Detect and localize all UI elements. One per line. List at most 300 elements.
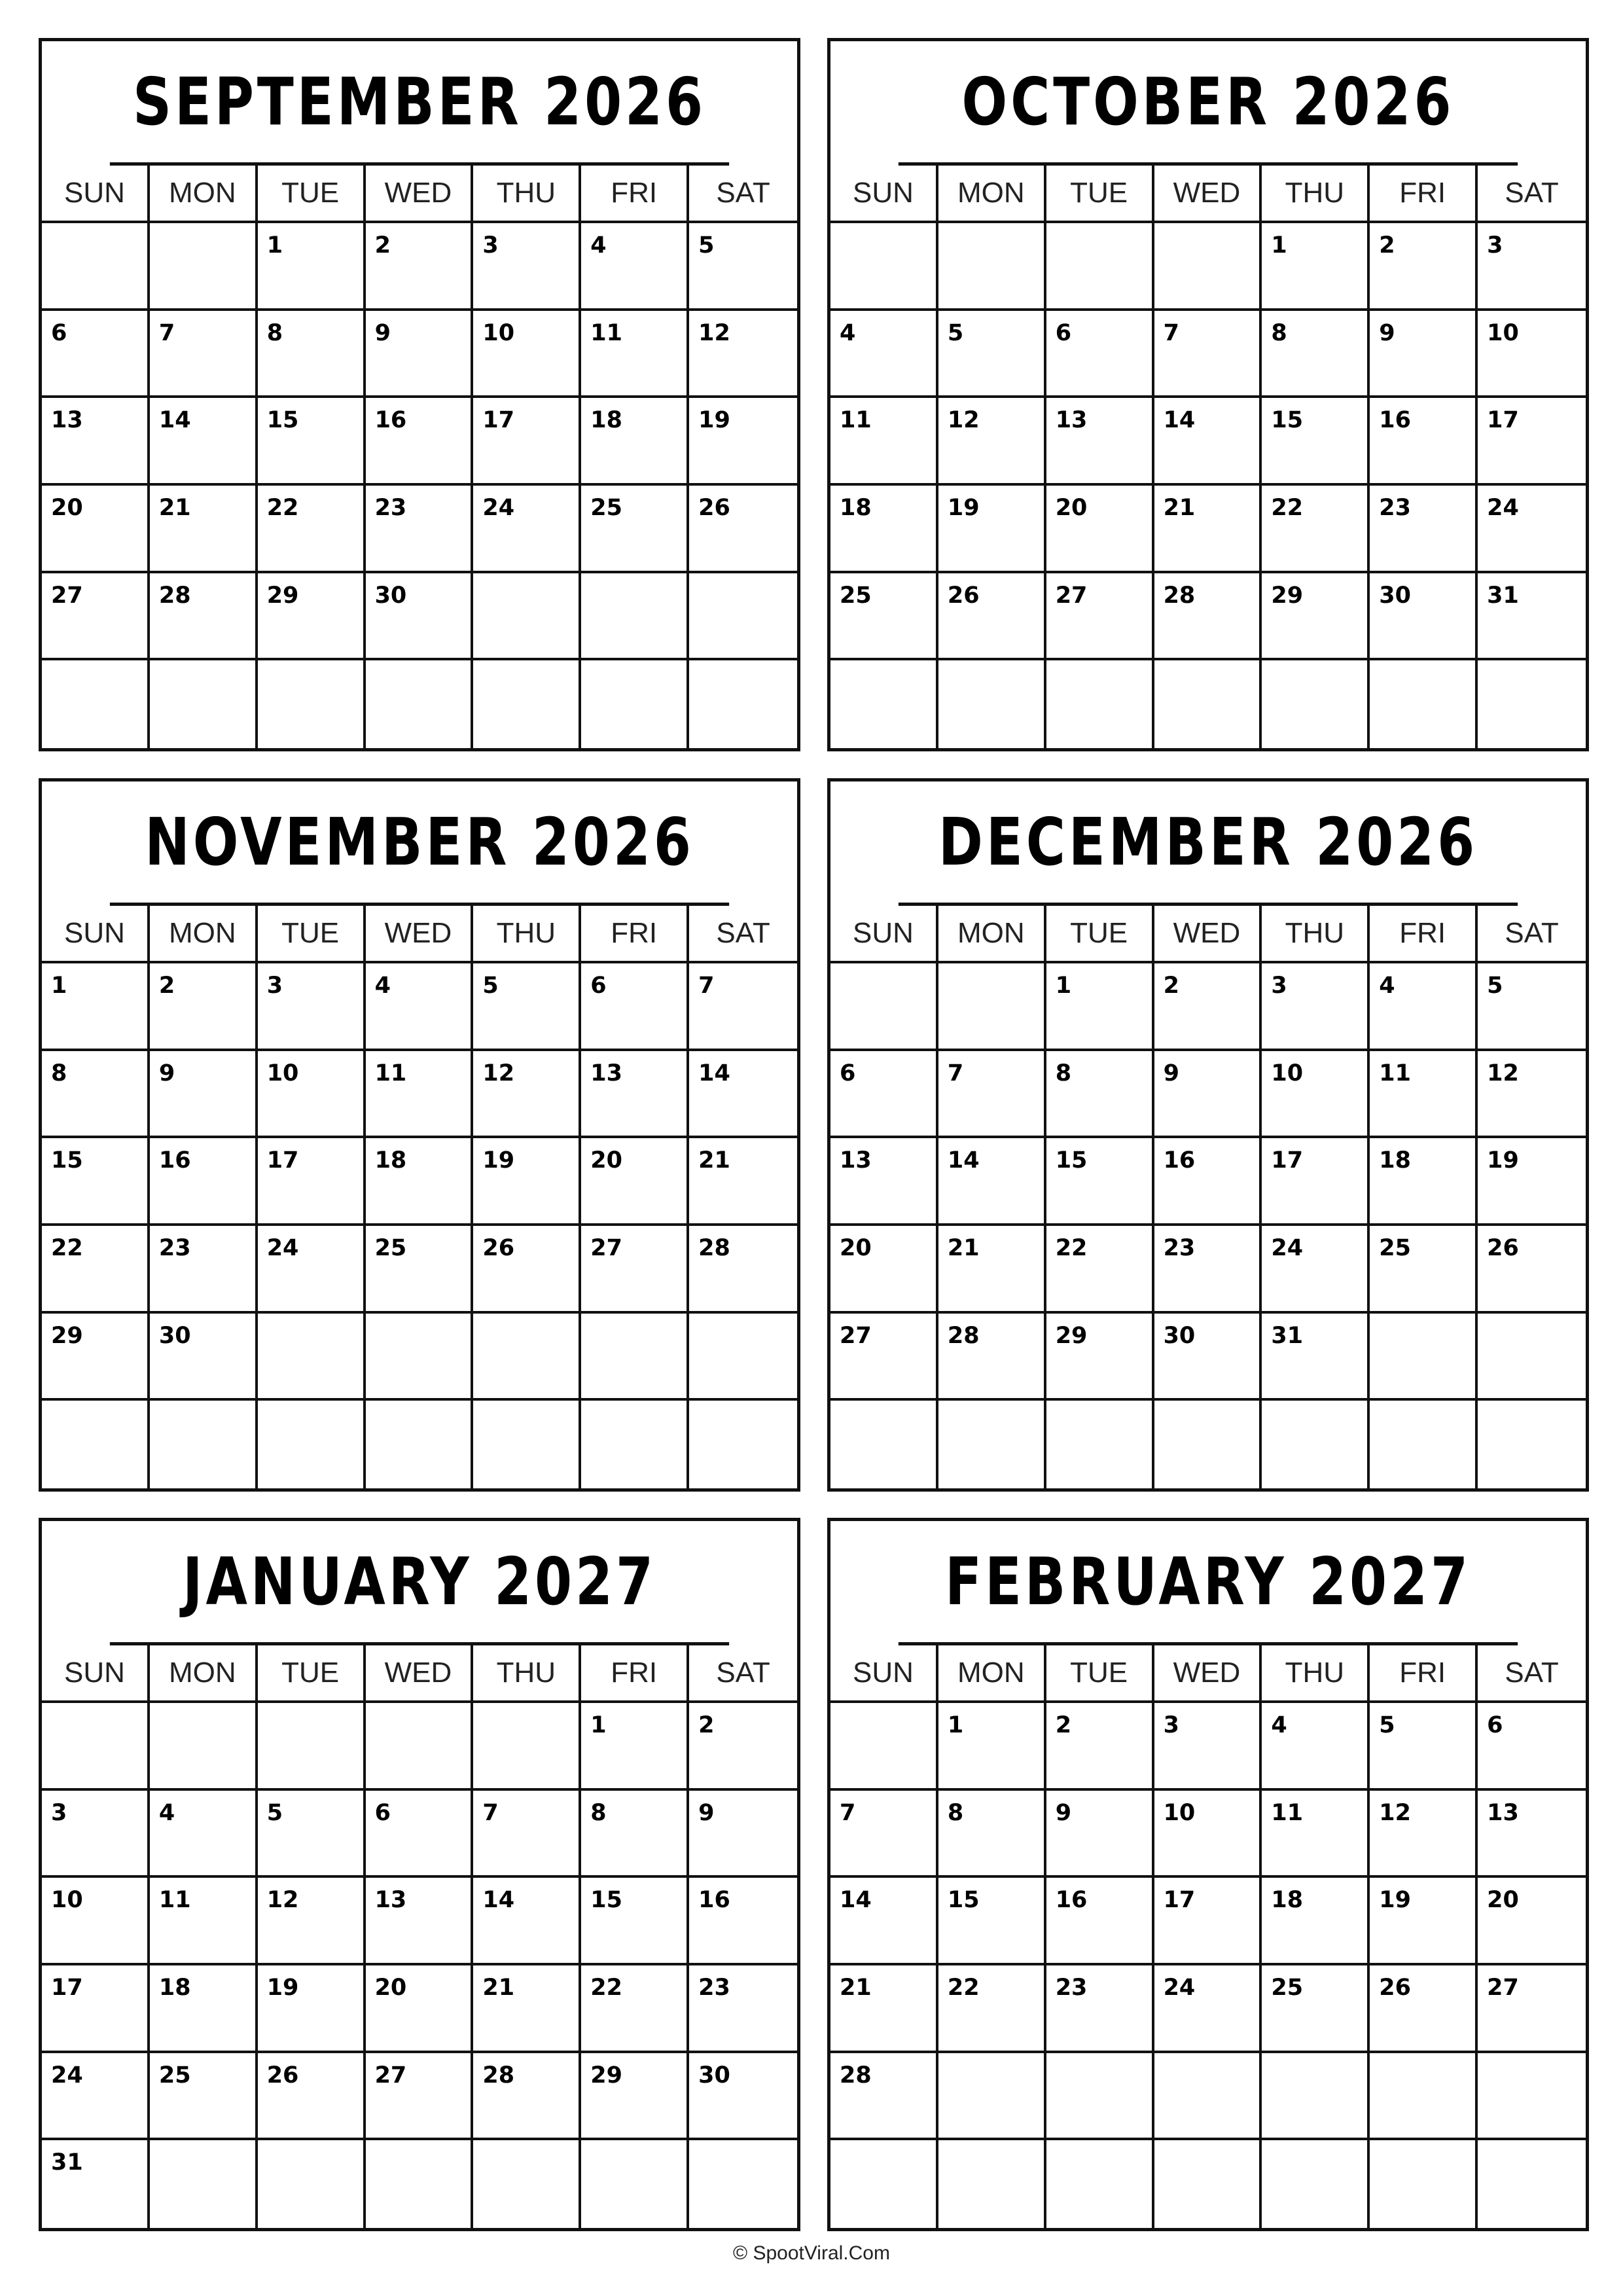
day-number: 13 <box>840 1147 872 1174</box>
day-cell <box>830 1051 938 1139</box>
day-cell <box>1046 2140 1154 2228</box>
day-number: 21 <box>947 1235 980 1261</box>
day-cell <box>830 1401 938 1488</box>
day-cell <box>1478 1314 1586 1401</box>
weekday-header: SAT <box>689 166 797 223</box>
day-cell <box>473 486 581 573</box>
day-number: 2 <box>1163 973 1179 999</box>
month-title <box>110 41 729 166</box>
day-cell <box>581 398 689 486</box>
day-cell <box>1370 1965 1478 2053</box>
day-number: 31 <box>51 2149 83 2176</box>
day-cell <box>1154 660 1262 748</box>
day-cell <box>830 398 938 486</box>
weekday-header: SUN <box>830 906 938 963</box>
day-cell <box>1478 573 1586 661</box>
day-number: 17 <box>51 1975 83 2001</box>
day-number: 10 <box>1163 1799 1196 1826</box>
day-number: 27 <box>374 2062 407 2089</box>
day-cell <box>42 311 150 399</box>
day-cell <box>1046 963 1154 1051</box>
day-number: 6 <box>1055 319 1072 346</box>
day-number: 6 <box>590 973 607 999</box>
day-cell <box>938 1703 1046 1791</box>
day-number: 19 <box>947 495 980 521</box>
day-cell <box>150 1878 258 1965</box>
day-cell <box>1154 398 1262 486</box>
weekday-header: SAT <box>1478 906 1586 963</box>
day-number: 12 <box>1487 1060 1519 1086</box>
day-cell <box>581 1314 689 1401</box>
day-number: 10 <box>1487 319 1519 346</box>
day-cell <box>1154 311 1262 399</box>
day-cell <box>150 1401 258 1488</box>
day-cell <box>1478 223 1586 311</box>
day-cell <box>366 1791 474 1878</box>
day-number: 2 <box>1379 232 1395 259</box>
day-number: 3 <box>266 973 283 999</box>
day-number: 15 <box>266 407 299 434</box>
day-cell <box>1154 2053 1262 2141</box>
day-cell <box>150 1314 258 1401</box>
day-number: 25 <box>374 1235 407 1261</box>
day-cell <box>830 223 938 311</box>
day-cell <box>581 2140 689 2228</box>
day-cell <box>1370 398 1478 486</box>
day-cell <box>1478 1791 1586 1878</box>
day-cell <box>1046 1401 1154 1488</box>
day-cell <box>938 660 1046 748</box>
day-cell <box>1154 1791 1262 1878</box>
day-cell <box>150 1965 258 2053</box>
day-number: 28 <box>1163 582 1196 609</box>
day-number: 24 <box>1271 1235 1304 1261</box>
day-cell <box>366 223 474 311</box>
day-cell <box>830 1878 938 1965</box>
day-cell <box>830 2140 938 2228</box>
day-number: 8 <box>590 1799 607 1826</box>
day-number: 28 <box>482 2062 515 2089</box>
day-cell <box>42 2053 150 2141</box>
day-cell <box>689 486 797 573</box>
weekday-header: TUE <box>1046 1645 1154 1703</box>
day-cell <box>1262 223 1370 311</box>
day-number: 1 <box>590 1712 607 1738</box>
day-number: 23 <box>1055 1975 1088 2001</box>
day-cell <box>1370 1791 1478 1878</box>
day-cell <box>689 2053 797 2141</box>
day-cell <box>473 2140 581 2228</box>
day-cell <box>689 311 797 399</box>
day-number: 1 <box>266 232 283 259</box>
day-cell <box>1046 2053 1154 2141</box>
day-cell <box>150 223 258 311</box>
day-cell <box>42 398 150 486</box>
weekday-header: FRI <box>1370 906 1478 963</box>
month-title-text: JANUARY 2027 <box>183 1543 656 1620</box>
day-number: 24 <box>1163 1975 1196 2001</box>
day-number: 16 <box>1163 1147 1196 1174</box>
day-number: 5 <box>1487 973 1503 999</box>
day-number: 27 <box>840 1322 872 1349</box>
day-cell <box>1262 1878 1370 1965</box>
day-cell <box>473 963 581 1051</box>
day-cell <box>42 2140 150 2228</box>
day-cell <box>689 1138 797 1226</box>
day-number: 3 <box>51 1799 67 1826</box>
day-cell <box>830 311 938 399</box>
day-cell <box>830 1703 938 1791</box>
day-cell <box>1370 1226 1478 1314</box>
day-cell <box>938 1051 1046 1139</box>
day-number: 20 <box>1487 1887 1519 1914</box>
day-number: 16 <box>1055 1887 1088 1914</box>
day-cell <box>258 311 366 399</box>
day-number: 31 <box>1487 582 1519 609</box>
day-cell <box>581 1878 689 1965</box>
day-cell <box>1478 2140 1586 2228</box>
day-cell <box>473 311 581 399</box>
day-number: 1 <box>1055 973 1072 999</box>
day-cell <box>1262 1703 1370 1791</box>
day-number: 3 <box>1163 1712 1179 1738</box>
day-number: 18 <box>840 495 872 521</box>
day-cell <box>366 1051 474 1139</box>
day-number: 16 <box>1379 407 1411 434</box>
day-cell <box>150 660 258 748</box>
day-number: 25 <box>590 495 622 521</box>
day-cell <box>473 660 581 748</box>
day-number: 1 <box>1271 232 1287 259</box>
day-number: 12 <box>266 1887 299 1914</box>
day-cell <box>1046 398 1154 486</box>
day-cell <box>42 573 150 661</box>
day-number: 8 <box>266 319 283 346</box>
day-cell <box>42 1226 150 1314</box>
day-number: 4 <box>158 1799 175 1826</box>
day-cell <box>366 2140 474 2228</box>
day-cell <box>366 1314 474 1401</box>
day-cell <box>830 963 938 1051</box>
day-cell <box>1370 1878 1478 1965</box>
day-cell <box>1370 1703 1478 1791</box>
weekday-header: MON <box>938 906 1046 963</box>
day-cell <box>830 2053 938 2141</box>
day-number: 17 <box>1163 1887 1196 1914</box>
day-cell <box>42 1138 150 1226</box>
day-number: 4 <box>374 973 391 999</box>
day-number: 16 <box>158 1147 191 1174</box>
day-number: 7 <box>947 1060 964 1086</box>
day-cell <box>1478 1138 1586 1226</box>
weekday-header: TUE <box>258 906 366 963</box>
day-number: 22 <box>947 1975 980 2001</box>
weekday-header: WED <box>366 906 474 963</box>
day-cell <box>1046 1314 1154 1401</box>
day-number: 21 <box>1163 495 1196 521</box>
day-cell <box>938 573 1046 661</box>
day-cell <box>1370 573 1478 661</box>
day-number: 13 <box>374 1887 407 1914</box>
month-calendar <box>827 1518 1589 2231</box>
day-number: 21 <box>698 1147 730 1174</box>
day-number: 29 <box>51 1322 83 1349</box>
day-cell <box>1262 486 1370 573</box>
day-cell <box>581 963 689 1051</box>
day-cell <box>1370 2140 1478 2228</box>
weekday-header: THU <box>1262 166 1370 223</box>
day-number: 30 <box>1163 1322 1196 1349</box>
day-cell <box>938 1138 1046 1226</box>
day-cell <box>258 573 366 661</box>
month-title <box>899 781 1518 906</box>
day-cell <box>1370 1138 1478 1226</box>
day-cell <box>689 1226 797 1314</box>
day-number: 27 <box>1487 1975 1519 2001</box>
day-cell <box>938 398 1046 486</box>
day-number: 9 <box>158 1060 175 1086</box>
copyright-footer: © SpootViral.Com <box>733 2242 890 2264</box>
day-cell <box>1046 223 1154 311</box>
day-number: 18 <box>590 407 622 434</box>
day-number: 4 <box>840 319 856 346</box>
day-number: 22 <box>1271 495 1304 521</box>
day-number: 25 <box>158 2062 191 2089</box>
day-number: 16 <box>698 1887 730 1914</box>
day-cell <box>1478 1703 1586 1791</box>
day-cell <box>366 1138 474 1226</box>
day-cell <box>689 660 797 748</box>
day-number: 8 <box>1271 319 1287 346</box>
day-cell <box>689 223 797 311</box>
day-cell <box>1046 486 1154 573</box>
weekday-header: SAT <box>1478 166 1586 223</box>
day-cell <box>473 1226 581 1314</box>
day-cell <box>1262 2053 1370 2141</box>
day-cell <box>42 1051 150 1139</box>
weekday-header: MON <box>150 166 258 223</box>
month-title-text: OCTOBER 2026 <box>961 63 1455 140</box>
weekday-header: MON <box>150 906 258 963</box>
day-number: 14 <box>698 1060 730 1086</box>
month-calendar <box>39 1518 800 2231</box>
day-cell <box>689 1791 797 1878</box>
day-cell <box>366 1965 474 2053</box>
day-number: 21 <box>840 1975 872 2001</box>
day-cell <box>581 1401 689 1488</box>
day-cell <box>150 963 258 1051</box>
day-cell <box>42 1703 150 1791</box>
day-cell <box>1046 1703 1154 1791</box>
day-number: 11 <box>1271 1799 1304 1826</box>
day-cell <box>938 1314 1046 1401</box>
day-cell <box>1478 486 1586 573</box>
day-cell <box>258 1314 366 1401</box>
day-number: 3 <box>482 232 499 259</box>
day-cell <box>1478 1878 1586 1965</box>
day-cell <box>150 573 258 661</box>
day-number: 9 <box>1163 1060 1179 1086</box>
day-cell <box>258 1791 366 1878</box>
day-number: 9 <box>374 319 391 346</box>
day-cell <box>1478 398 1586 486</box>
day-cell <box>1370 2053 1478 2141</box>
day-number: 22 <box>590 1975 622 2001</box>
day-cell <box>1154 1138 1262 1226</box>
day-cell <box>1154 2140 1262 2228</box>
month-title <box>110 1521 729 1645</box>
day-number: 23 <box>698 1975 730 2001</box>
day-cell <box>1478 2053 1586 2141</box>
day-cell <box>1478 1226 1586 1314</box>
day-cell <box>366 660 474 748</box>
month-title-text: DECEMBER 2026 <box>938 804 1478 880</box>
day-cell <box>150 486 258 573</box>
day-cell <box>1262 311 1370 399</box>
day-cell <box>938 2053 1046 2141</box>
day-cell <box>473 2053 581 2141</box>
day-cell <box>366 1878 474 1965</box>
day-cell <box>150 1051 258 1139</box>
day-number: 5 <box>698 232 715 259</box>
day-number: 8 <box>1055 1060 1072 1086</box>
day-cell <box>830 486 938 573</box>
day-number: 27 <box>590 1235 622 1261</box>
day-cell <box>1370 963 1478 1051</box>
day-number: 4 <box>1379 973 1395 999</box>
day-cell <box>1262 1138 1370 1226</box>
day-cell <box>1262 1226 1370 1314</box>
day-cell <box>1154 1314 1262 1401</box>
day-cell <box>1046 660 1154 748</box>
day-number: 23 <box>1163 1235 1196 1261</box>
day-cell <box>258 963 366 1051</box>
day-number: 6 <box>51 319 67 346</box>
day-cell <box>581 1051 689 1139</box>
day-number: 14 <box>840 1887 872 1914</box>
day-number: 21 <box>158 495 191 521</box>
day-number: 30 <box>374 582 407 609</box>
day-cell <box>938 1965 1046 2053</box>
day-number: 11 <box>158 1887 191 1914</box>
day-cell <box>1154 1965 1262 2053</box>
day-number: 5 <box>482 973 499 999</box>
weekday-header: THU <box>473 1645 581 1703</box>
day-cell <box>938 2140 1046 2228</box>
day-number: 24 <box>51 2062 83 2089</box>
day-number: 14 <box>158 407 191 434</box>
day-number: 22 <box>266 495 299 521</box>
day-number: 2 <box>698 1712 715 1738</box>
day-cell <box>1046 1878 1154 1965</box>
day-cell <box>1478 1401 1586 1488</box>
weekday-header: WED <box>1154 1645 1262 1703</box>
day-cell <box>1370 486 1478 573</box>
day-number: 15 <box>947 1887 980 1914</box>
day-number: 24 <box>482 495 515 521</box>
day-number: 30 <box>698 2062 730 2089</box>
day-cell <box>42 1965 150 2053</box>
day-cell <box>1262 1314 1370 1401</box>
month-calendar <box>827 38 1589 751</box>
weekday-header: THU <box>1262 906 1370 963</box>
weekday-header: TUE <box>258 166 366 223</box>
day-cell <box>366 1226 474 1314</box>
month-title-text: SEPTEMBER 2026 <box>132 63 707 140</box>
day-number: 10 <box>266 1060 299 1086</box>
day-number: 7 <box>698 973 715 999</box>
day-number: 14 <box>947 1147 980 1174</box>
day-cell <box>830 1138 938 1226</box>
day-number: 5 <box>947 319 964 346</box>
day-number: 25 <box>1271 1975 1304 2001</box>
day-number: 7 <box>482 1799 499 1826</box>
day-number: 3 <box>1487 232 1503 259</box>
day-cell <box>938 963 1046 1051</box>
day-number: 6 <box>1487 1712 1503 1738</box>
day-cell <box>258 1051 366 1139</box>
day-cell <box>258 398 366 486</box>
day-number: 18 <box>1271 1887 1304 1914</box>
weekday-header: FRI <box>1370 166 1478 223</box>
day-cell <box>473 1138 581 1226</box>
day-number: 15 <box>1055 1147 1088 1174</box>
weekday-header: SUN <box>42 166 150 223</box>
day-cell <box>150 2140 258 2228</box>
day-number: 31 <box>1271 1322 1304 1349</box>
month-title <box>899 1521 1518 1645</box>
day-cell <box>1154 1878 1262 1965</box>
weekday-header: MON <box>150 1645 258 1703</box>
day-cell <box>689 573 797 661</box>
day-number: 19 <box>266 1975 299 2001</box>
day-cell <box>689 1965 797 2053</box>
day-number: 30 <box>1379 582 1411 609</box>
day-number: 15 <box>1271 407 1304 434</box>
day-cell <box>366 486 474 573</box>
day-cell <box>258 1401 366 1488</box>
day-number: 11 <box>590 319 622 346</box>
day-number: 11 <box>374 1060 407 1086</box>
day-cell <box>366 398 474 486</box>
day-number: 7 <box>840 1799 856 1826</box>
day-number: 2 <box>158 973 175 999</box>
day-cell <box>42 1791 150 1878</box>
day-cell <box>366 963 474 1051</box>
day-cell <box>1262 1401 1370 1488</box>
day-number: 26 <box>947 582 980 609</box>
day-cell <box>830 1791 938 1878</box>
day-cell <box>1154 573 1262 661</box>
weekday-header: TUE <box>258 1645 366 1703</box>
day-cell <box>150 311 258 399</box>
day-cell <box>258 1878 366 1965</box>
day-cell <box>473 1314 581 1401</box>
day-cell <box>1478 963 1586 1051</box>
day-number: 24 <box>266 1235 299 1261</box>
day-number: 18 <box>374 1147 407 1174</box>
day-number: 21 <box>482 1975 515 2001</box>
day-number: 2 <box>1055 1712 1072 1738</box>
day-cell <box>150 1791 258 1878</box>
day-cell <box>1370 223 1478 311</box>
day-number: 20 <box>51 495 83 521</box>
day-number: 13 <box>590 1060 622 1086</box>
day-number: 27 <box>1055 582 1088 609</box>
day-cell <box>581 486 689 573</box>
day-cell <box>938 311 1046 399</box>
weekday-header: WED <box>366 1645 474 1703</box>
